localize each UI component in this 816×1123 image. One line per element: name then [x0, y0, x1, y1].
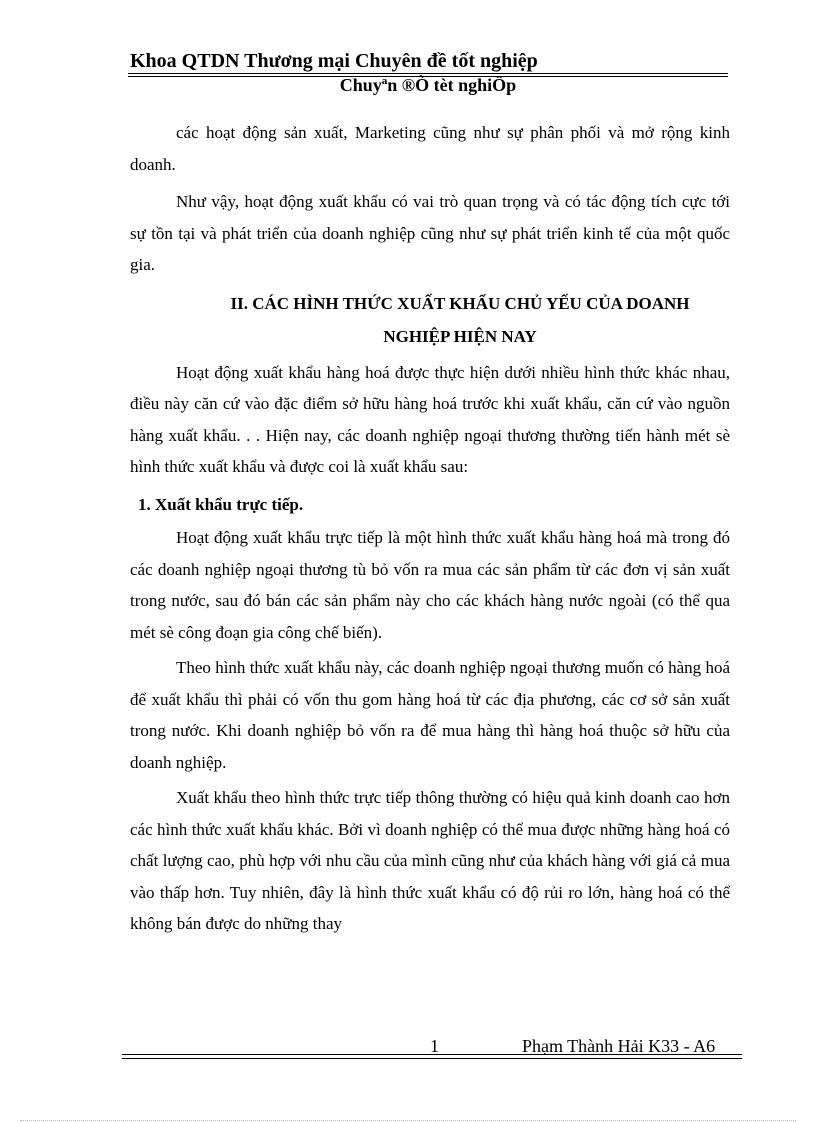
footer-author: Phạm Thành Hải K33 - A6 [522, 1036, 716, 1056]
paragraph-5: Theo hình thức xuất khẩu này, các doanh nghiệp ngoại thương muốn có hàng hoá để xuất khẩu thì phải có vốn thu gom hàng hoá từ các địa phương, các cơ sở sản xuất trong nước. Khi doanh nghiệp bỏ vốn ra để mua hàng thì hàng hoá thuộc sở hữu của doanh nghiệp. [130, 658, 730, 772]
paragraph-2: Như vậy, hoạt động xuất khẩu có vai trò quan trọng và có tác động tích cực tới sự tồn tại và phát triển của doanh nghiệp cũng như sự phát triển kinh tế của một quốc gia. [130, 192, 730, 274]
paragraph-1: các hoạt động sản xuất, Marketing cũng như sự phân phối và mở rộng kinh doanh. [130, 123, 730, 174]
page-number: 1 [430, 1036, 439, 1056]
section-heading [130, 287, 730, 353]
page-edge [20, 1120, 796, 1121]
paragraph-4: Hoạt động xuất khẩu trực tiếp là một hình thức xuất khẩu hàng hoá mà trong đó các doanh nghiệp ngoại thương tù bỏ vốn ra mua các sản phẩm từ các đơn vị sản xuất trong nước, sau đó bán các sản phẩm này cho các khách hàng nước ngoài (có thể qua mét sè công đoạn gia công chế biến). [130, 528, 730, 642]
header-subtitle: Chuyªn ®Ò tèt nghiÖp [339, 75, 517, 95]
section-heading-line-2: NGHIỆP HIỆN NAY [383, 326, 537, 346]
header-title: Khoa QTDN Thương mại Chuyên đề tốt nghiệp [130, 50, 538, 72]
paragraph-6: Xuất khẩu theo hình thức trực tiếp thông thường có hiệu quả kinh doanh cao hơn các hình thức xuất khẩu khác. Bởi vì doanh nghiệp có thể mua được những hàng hoá có chất lượng cao, phù hợp với nhu cầu của mình cũng như của khách hàng với giá cả mua vào thấp hơn. Tuy nhiên, đây là hình thức xuất khẩu có độ rủi ro lớn, hàng hoá có thể không bán được do những thay [130, 788, 730, 933]
paragraph-3: Hoạt động xuất khẩu hàng hoá được thực hiện dưới nhiều hình thức khác nhau, điều này căn cứ vào đặc điểm sở hữu hàng hoá trước khi xuất khẩu, căn cứ vào nguồn hàng xuất khẩu. . . Hiện nay, các doanh nghiệp ngoại thương thường tiến hành mét sè hình thức xuất khẩu và được coi là xuất khẩu sau: [130, 362, 730, 476]
footer-rule-top [122, 1054, 742, 1055]
sub-heading-1: 1. Xuất khẩu trực tiếp. [138, 494, 304, 514]
section-heading-line-1: II. CÁC HÌNH THỨC XUẤT KHẨU CHỦ YẾU CỦA DOANH [230, 293, 690, 313]
footer-rule-bottom [122, 1058, 742, 1059]
header-rule-top [128, 73, 728, 74]
document-body [130, 117, 730, 946]
